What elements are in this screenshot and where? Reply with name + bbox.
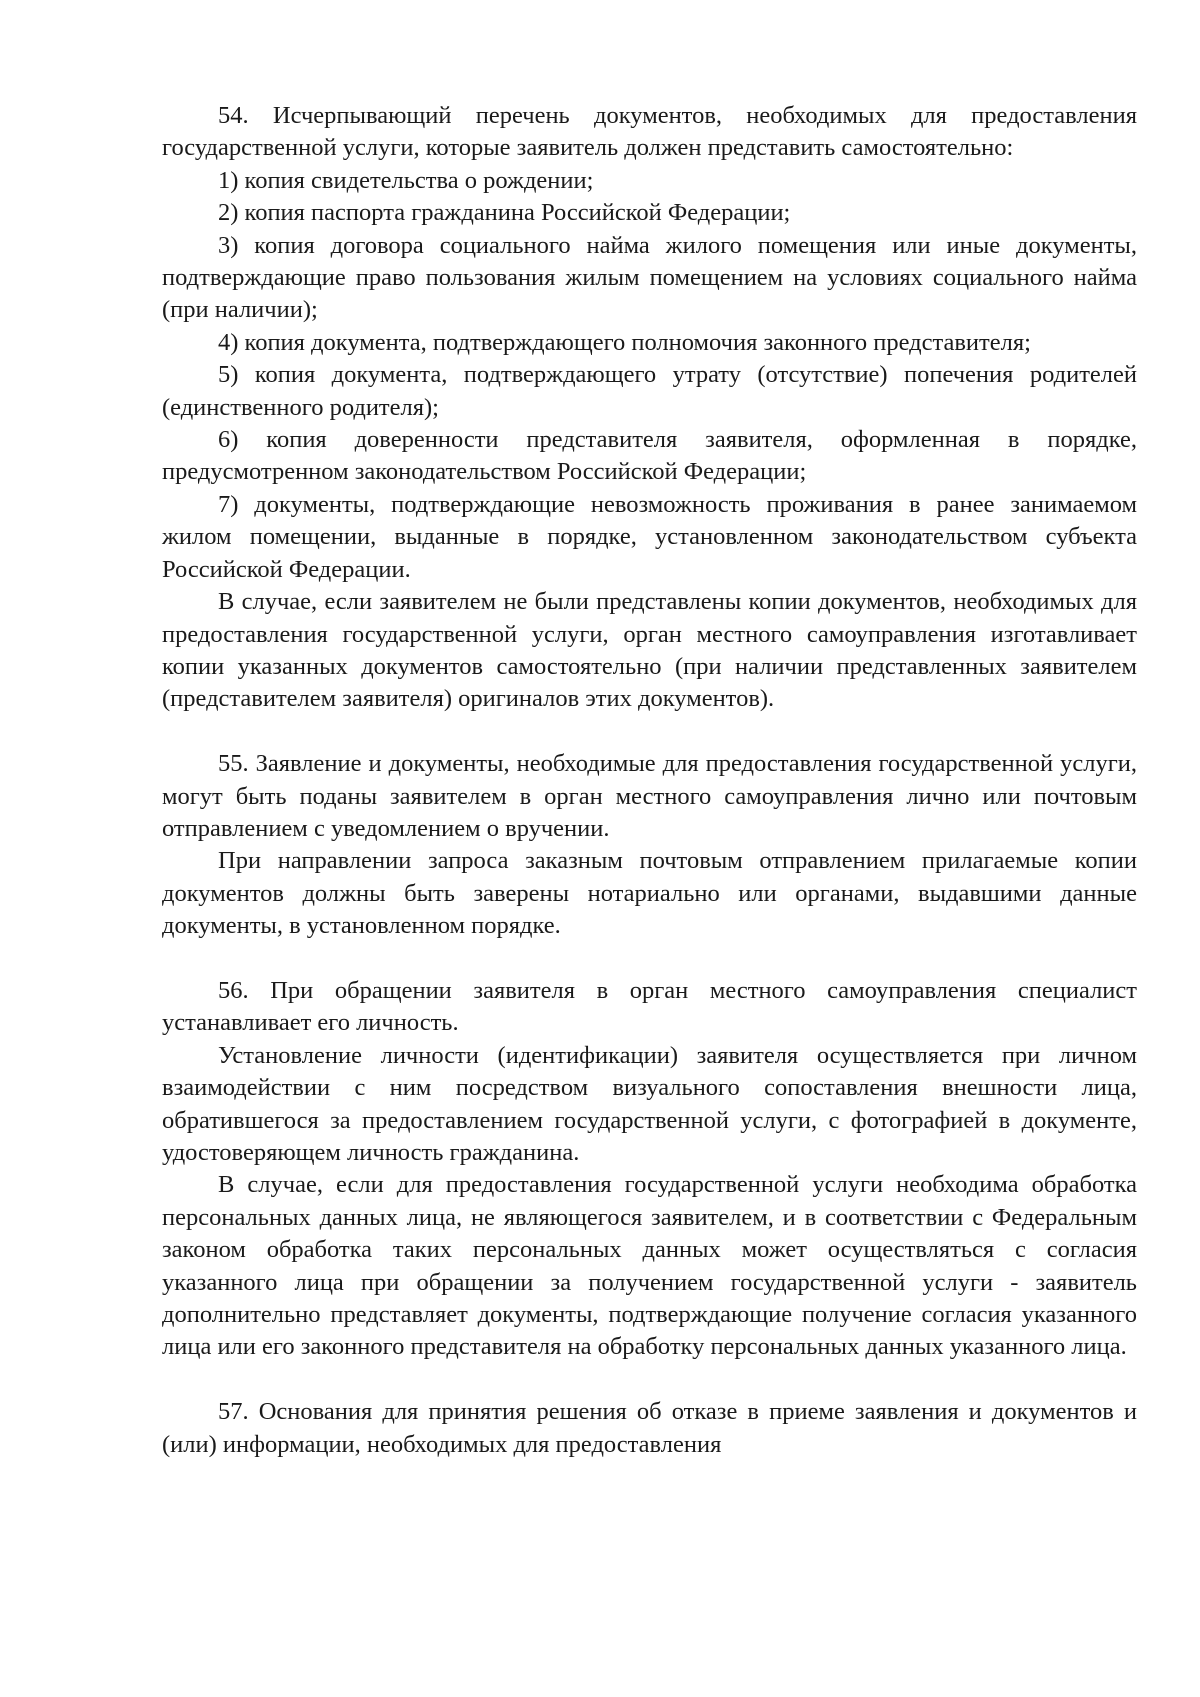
paragraph-55: 55. Заявление и документы, необходимые для предоставления государственной услуги, могут быть поданы заявителем в орган местного самоуправления лично или почтовым отправлением с уведомлением о вручении. — [162, 750, 1137, 842]
paragraph-55-note: При направлении запроса заказным почтовым отправлением прилагаемые копии документов должны быть заверены нотариально или органами, выдавшими данные документы, в установленном порядке. — [162, 847, 1137, 940]
list-item-1: 1) копия свидетельства о рождении; — [218, 166, 594, 194]
paragraph-56-identification: Установление личности (идентификации) заявителя осуществляется при личном взаимодействии с ним посредством визуального сопоставления внешности лица, обратившегося за предоставлением государственной услуги, с фотографией в документе, удостоверяющем личность гражданина. — [162, 1041, 1137, 1166]
list-item-7: 7) документы, подтверждающие невозможность проживания в ранее занимаемом жилом помещении, выданные в порядке, установленном законодательством субъекта Российской Федерации. — [162, 490, 1137, 583]
document-body — [162, 100, 1137, 1461]
list-item-6: 6) копия доверенности представителя заявителя, оформленная в порядке, предусмотренном законодательством Российской Федерации; — [162, 426, 1137, 486]
list-item-5: 5) копия документа, подтверждающего утрату (отсутствие) попечения родителей (единственного родителя); — [162, 361, 1137, 421]
list-item-2: 2) копия паспорта гражданина Российской Федерации; — [218, 199, 791, 227]
paragraph-57: 57. Основания для принятия решения об отказе в приеме заявления и документов и (или) информации, необходимых для предоставления — [162, 1398, 1137, 1458]
paragraph-54: 54. Исчерпывающий перечень документов, необходимых для предоставления государственной услуги, которые заявитель должен представить самостоятельно: — [162, 102, 1137, 162]
list-item-3: 3) копия договора социального найма жилого помещения или иные документы, подтверждающие право пользования жилым помещением на условиях социального найма (при наличии); — [162, 231, 1137, 324]
paragraph-54-note: В случае, если заявителем не были представлены копии документов, необходимых для предоставления государственной услуги, орган местного самоуправления изготавливает копии указанных документов самостоятельно (при наличии представленных заявителем (представителем заявителя) оригиналов этих документов). — [162, 588, 1137, 713]
paragraph-56: 56. При обращении заявителя в орган местного самоуправления специалист устанавливает его личность. — [162, 976, 1137, 1037]
list-item-4: 4) копия документа, подтверждающего полномочия законного представителя; — [218, 328, 1031, 356]
paragraph-56-personal-data: В случае, если для предоставления государственной услуги необходима обработка персональных данных лица, не являющегося заявителем, и в соответствии с Федеральным законом обработка таких персональных данных может осуществляться с согласия указанного лица при обращении за получением государственной услуги - заявитель дополнительно представляет документы, подтверждающие получение согласия указанного лица или его законного представителя на обработку персональных данных указанного лица. — [162, 1171, 1137, 1361]
